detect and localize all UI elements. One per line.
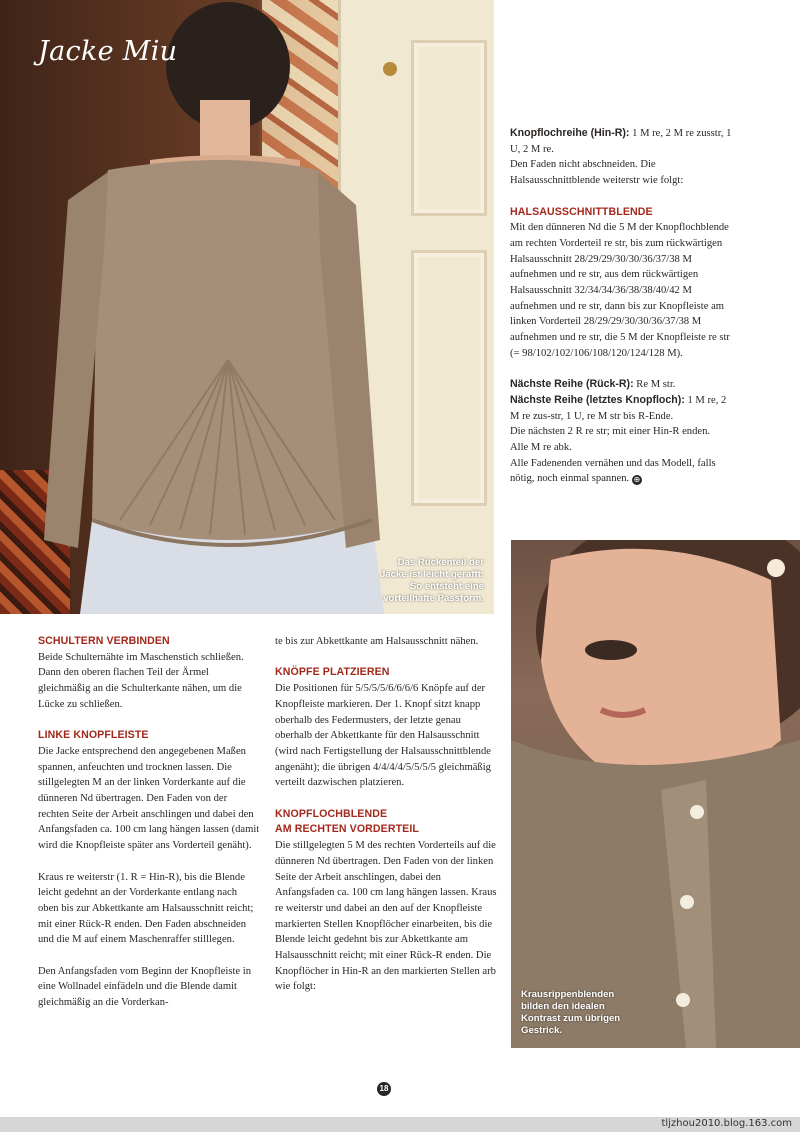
- footer-bar: [0, 1117, 800, 1132]
- end-mark-icon: ⊕: [633, 475, 641, 485]
- paragraph: [510, 377, 738, 487]
- instruction-label: Nächste Reihe (letztes Knopfloch):: [510, 393, 685, 406]
- page-title: Jacke Miu: [38, 36, 178, 67]
- section-heading: KNOPFLOCHBLENDE: [275, 807, 388, 820]
- paragraph: Mit den dünneren Nd die 5 M der Knopflochblende am rechten Vorderteil re str, bis zum rückwärtigen Halsausschnitt 28/29/29/30/30/36/37/38 M aufnehmen und re str, aus dem rückwärtigen Halsausschnitt 32/34/34/36/38/38/40/42 M aufnehmen und re str, dann bis zur Knopfleiste am linken Vorderteil 28/29/29/30/30/36/37/38 M aufnehmen und re str, die 5 M der Knopfleiste re str (= 98/102/102/106/108/120/124/128 M).: [510, 222, 730, 359]
- instruction-text: 1 M re, 2 M re zusstr, 1 U, 2 M re.: [510, 128, 732, 155]
- instruction-text: Die nächsten 2 R re str; mit einer Hin-R enden.: [510, 426, 711, 438]
- paragraph: Den Anfangsfaden vom Beginn der Knopfleiste in eine Wollnadel einfädeln und die Blende damit gleichmäßig an die Vorderkan-: [38, 965, 252, 1009]
- model-figure: [0, 0, 494, 614]
- instruction-text: Alle M re abk.: [510, 442, 572, 454]
- paragraph: Kraus re weiterstr (1. R = Hin-R), bis die Blende leicht gedehnt an der Vorderkante entlang nach oben bis zur Abkettkante am Halsausschnitt reicht; mit einer Rück-R enden. Den Faden abschneiden und die M auf einem Maschenraffer stilllegen.: [38, 871, 254, 946]
- instruction-label: Knopflochreihe (Hin-R):: [510, 127, 630, 139]
- paragraph: Beide Schulternähte im Maschenstich schließen. Dann den oberen flachen Teil der Ärmel gleichmäßig an die Schulterkante nähen, um die Lücke zu schließen.: [38, 651, 244, 710]
- text-column-2: [275, 634, 497, 1011]
- instruction-text: Re M str.: [633, 379, 676, 391]
- section-heading: AM RECHTEN VORDERTEIL: [275, 823, 419, 836]
- text-column-3: [510, 126, 738, 487]
- section-heading: LINKE KNOPFLEISTE: [38, 729, 149, 742]
- detail-photo-caption: Krausrippenblenden bilden den idealen Kontrast zum übrigen Gestrick.: [521, 989, 621, 1036]
- page-number: 18: [377, 1082, 391, 1096]
- paragraph: te bis zur Abkettkante am Halsausschnitt nähen.: [275, 636, 479, 647]
- text-column-1: [38, 634, 260, 1027]
- detail-figure: [511, 540, 800, 1048]
- back-photo-caption: Das Rückenteil der Jacke ist leicht gerafft: So entsteht eine vorteilhafte Passform.: [380, 557, 484, 604]
- section-heading: HALSAUSSCHNITTBLENDE: [510, 205, 653, 218]
- footer-watermark: tljzhou2010.blog.163.com: [661, 1118, 792, 1129]
- paragraph: Die Jacke entsprechend den angegebenen Maßen spannen, anfeuchten und trocknen lassen. Die stillgelegten M an der linken Vorderkante auf die dünneren Nd übertragen. Den Faden von der rechten Seite der Arbeit anschlingen und dabei den Anfangsfaden ca. 100 cm lang hängen lassen (damit wird die Knopfleiste später ans Vorderteil genäht).: [38, 745, 260, 852]
- paragraph: [510, 126, 738, 189]
- cardigan-detail-photo: [511, 540, 800, 1048]
- instruction-text: Alle Fadenenden vernähen und das Modell, falls nötig, noch einmal spannen.: [510, 457, 716, 485]
- section-heading: KNÖPFE PLATZIEREN: [275, 666, 390, 679]
- instruction-label: Nächste Reihe (Rück-R):: [510, 378, 634, 391]
- instruction-text: 1 M re, 2 M re zus-str, 1 U, re M str bis R-Ende.: [510, 394, 727, 422]
- section-heading: SCHULTERN VERBINDEN: [38, 635, 170, 647]
- paragraph: Die stillgelegten 5 M des rechten Vorderteils auf die dünneren Nd übertragen. Den Faden von der linken Seite der Arbeit anschlingen, dabei den Anfangsfaden ca. 100 cm lang hängen lassen. Kraus re weiterstr und dabei an den auf der Knopfleiste markierten Stellen Knopflöcher einarbeiten, bis die Blende leicht gedehnt bis zur Abkettkante am Halsausschnitt reicht; mit einer Rück-R enden. Die Knopflöcher in Hin-R an den markierten Stellen arb wie folgt:: [275, 840, 497, 993]
- cardigan-back-photo: [0, 0, 494, 614]
- instruction-text: Den Faden nicht abschneiden. Die Halsausschnittblende weiterstr wie folgt:: [510, 159, 684, 187]
- paragraph: Die Positionen für 5/5/5/5/6/6/6/6 Knöpfe auf der Knopfleiste markieren. Der 1. Knopf sitzt knapp oberhalb des Federmusters, der letzte genau oberhalb der Abkettkante für den Halsausschnitt (wird nach Fertigstellung der Halsausschnittblende angenäht); die übrigen 4/4/4/4/5/5/5/5 gleichmäßig verteilt dazwischen platzieren.: [275, 683, 491, 789]
